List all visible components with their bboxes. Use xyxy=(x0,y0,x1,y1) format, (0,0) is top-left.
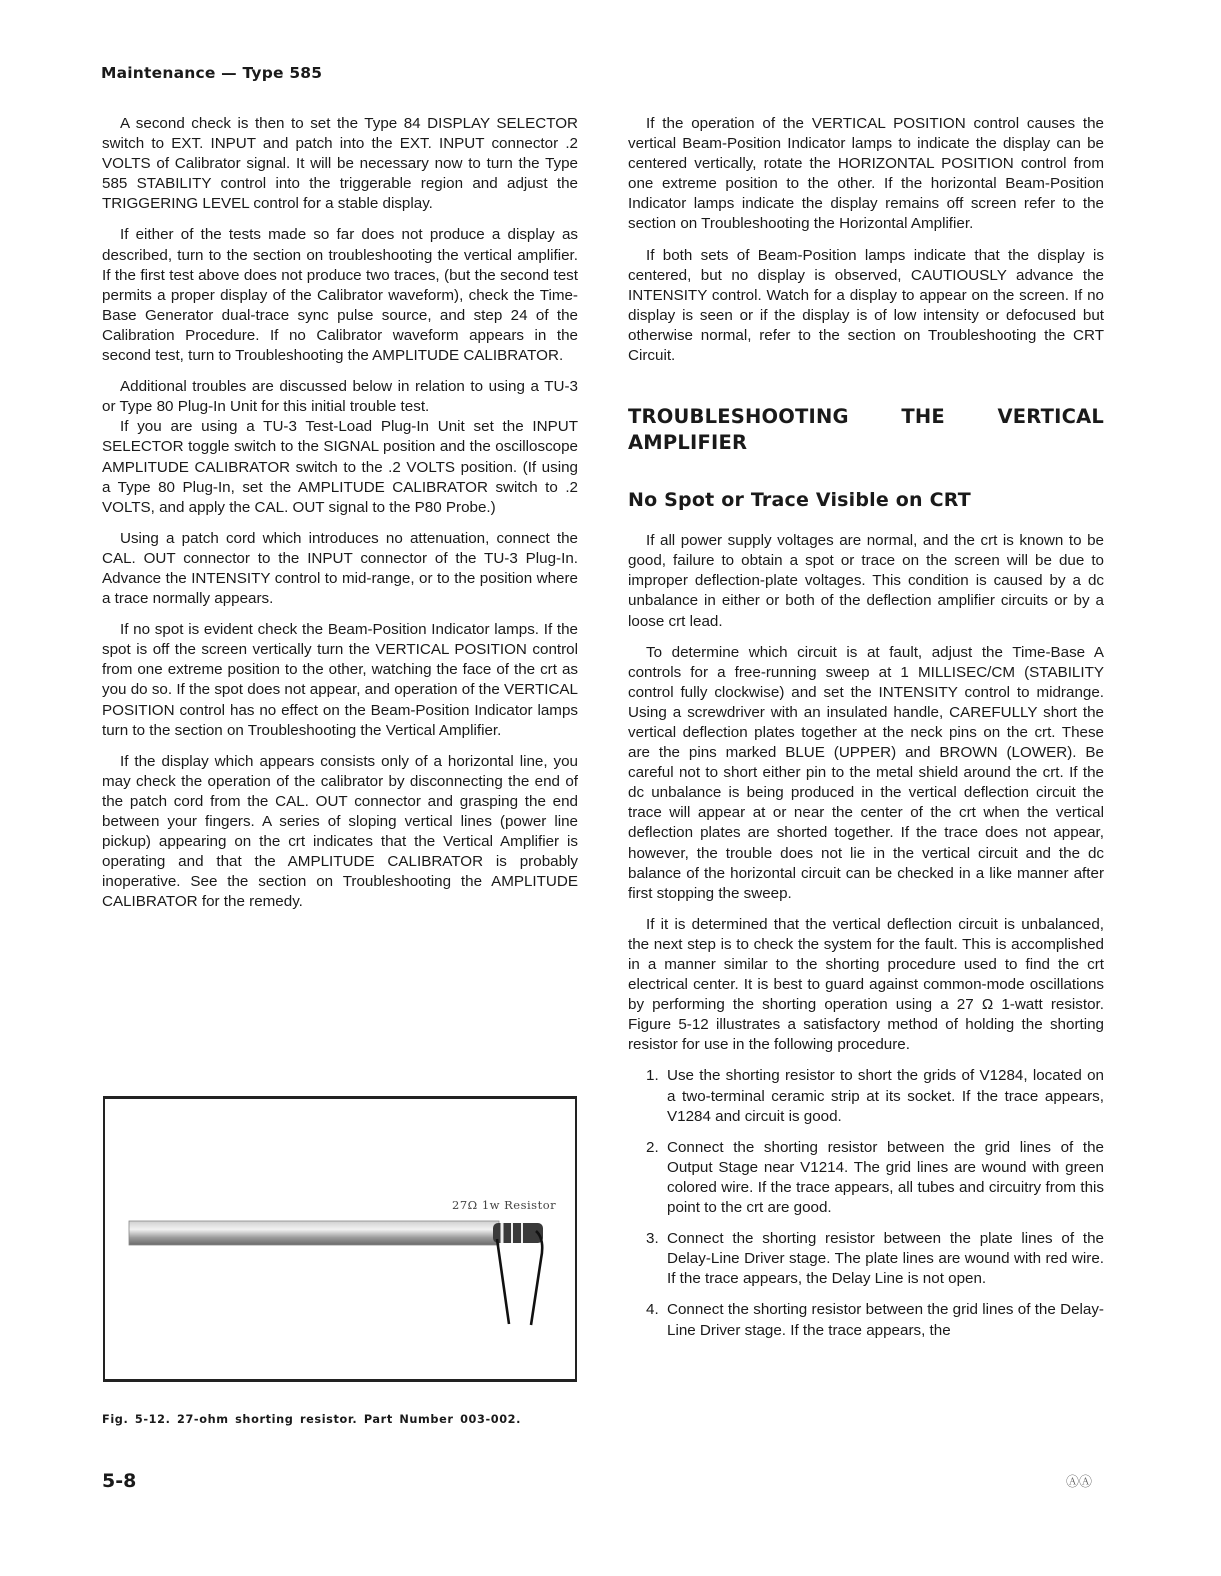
paragraph: If no spot is evident check the Beam-Position Indicator lamps. If the spot is off the screen vertically turn the VERTICAL POSITION control from one extreme position to the other, watching the face of the crt as you do so. If the spot does not appear, and operation of the VERTICAL POSITION control has no effect on the Beam-Position Indicator lamps turn to the section on Troubleshooting the Vertical Amplifier. xyxy=(102,621,578,739)
step-text: Connect the shorting resistor between the grid lines of the Delay-Line Driver stage. If the trace appears, the xyxy=(667,1301,1104,1339)
paragraph: Using a patch cord which introduces no attenuation, connect the CAL. OUT connector to the INPUT connector of the TU-3 Plug-In. Advance the INTENSITY control to mid-range, or to the position where a trace normally appears. xyxy=(102,529,578,608)
running-header: Maintenance — Type 585 xyxy=(101,64,323,82)
paragraph: Additional troubles are discussed below in relation to using a TU-3 or Type 80 Plug-In Unit for this initial trouble test. xyxy=(102,378,578,416)
step-number: 1. xyxy=(646,1067,659,1085)
paragraph: If the display which appears consists only of a horizontal line, you may check the operation of the calibrator by disconnecting the end of the patch cord from the CAL. OUT connector and grasping the end between your fingers. A series of sloping vertical lines (power line pickup) appearing on the crt indicates that the Vertical Amplifier is operating and that the AMPLITUDE CALIBRATOR is probably inoperative. See the section on Troubleshooting the AMPLITUDE CALIBRATOR for the remedy. xyxy=(102,752,578,911)
screwdriver-handle xyxy=(129,1221,499,1245)
left-column xyxy=(102,114,578,923)
right-column xyxy=(628,114,1104,1352)
publisher-mark: ⒶⒶ xyxy=(1066,1474,1093,1489)
paragraph: To determine which circuit is at fault, adjust the Time-Base A controls for a free-running sweep at 1 MILLISEC/CM (STABILITY control fully clockwise) and set the INTENSITY control to midrange. Using a screwdriver with an insulated handle, CAREFULLY short the vertical deflection plates together at the neck pins on the crt. These are the pins marked BLUE (UPPER) and BROWN (LOWER). Be careful not to short either pin to the metal shield around the crt. If the dc unbalance is being produced in the vertical deflection circuit the trace will appear at or near the center of the crt when the vertical deflection plates are shorted together. If the trace does not appear, however, the trouble does not lie in the vertical circuit and the dc balance of the horizontal circuit can be checked in a like manner after first stopping the sweep. xyxy=(628,643,1104,902)
figure-caption: Fig. 5-12. 27-ohm shorting resistor. Part Number 003-002. xyxy=(102,1413,522,1426)
paragraph: If all power supply voltages are normal, and the crt is known to be good, failure to obtain a spot or trace on the screen will be due to improper deflection-plate voltages. This condition is caused by a dc unbalance in either or both of the deflection amplifier circuits or by a loose crt lead. xyxy=(628,532,1104,630)
paragraph: If either of the tests made so far does not produce a display as described, turn to the section on troubleshooting the vertical amplifier. If the first test above does not produce two traces, (but the second test permits a proper display of the Calibrator waveform), check the Time-Base Generator dual-trace sync pulse source, and step 24 of the Calibration Procedure. If no Calibrator waveform appears in the second test, turn to Troubleshooting the AMPLITUDE CALIBRATOR. xyxy=(102,226,578,365)
resistor-illustration xyxy=(105,1099,575,1379)
step-text: Connect the shorting resistor between the grid lines of the Output Stage near V1214. The grid lines are wound with green colored wire. If the trace appears, all tubes and circuitry from this point to the crt are good. xyxy=(667,1138,1104,1217)
paragraph: If both sets of Beam-Position lamps indicate that the display is centered, but no display is observed, CAUTIOUSLY advance the INTENSITY control. Watch for a display to appear on the screen. If no display is seen or if the display is of low intensity or defocused but otherwise normal, refer to the section on Troubleshooting the CRT Circuit. xyxy=(628,246,1104,365)
page-number: 5-8 xyxy=(102,1470,137,1492)
step-number: 4. xyxy=(646,1301,659,1319)
paragraph: If it is determined that the vertical deflection circuit is unbalanced, the next step is to check the system for the fault. This is accomplished in a manner similar to the shorting procedure used to find the crt electrical center. It is best to guard against common-mode oscillations by performing the shorting operation using a 27 Ω 1-watt resistor. Figure 5-12 illustrates a satisfactory method of holding the shorting resistor for use in the following procedure. xyxy=(628,915,1104,1054)
list-item xyxy=(628,1229,1104,1289)
resistor-lead xyxy=(531,1231,542,1325)
procedure-steps xyxy=(628,1066,1104,1340)
step-text: Connect the shorting resistor between the plate lines of the Delay-Line Driver stage. The plate lines are wound with red wire. If the trace appears, the Delay Line is not open. xyxy=(667,1230,1104,1288)
paragraph: A second check is then to set the Type 84 DISPLAY SELECTOR switch to EXT. INPUT and patch into the EXT. INPUT connector .2 VOLTS of Calibrator signal. It will be necessary now to turn the Type 585 STABILITY control into the triggerable region and adjust the TRIGGERING LEVEL control for a stable display. xyxy=(102,115,578,213)
subheading: No Spot or Trace Visible on CRT xyxy=(628,489,971,512)
list-item xyxy=(628,1138,1104,1218)
paragraph: If you are using a TU-3 Test-Load Plug-In Unit set the INPUT SELECTOR toggle switch to the SIGNAL position and the oscilloscope AMPLITUDE CALIBRATOR switch to the .2 VOLTS position. (If using a Type 80 Plug-In, set the AMPLITUDE CALIBRATOR switch to .2 VOLTS, and apply the CAL. OUT signal to the P80 Probe.) xyxy=(102,418,578,516)
figure-resistor-photo xyxy=(103,1096,577,1382)
figure-label: 27Ω 1w Resistor xyxy=(452,1198,557,1212)
step-number: 3. xyxy=(646,1230,659,1248)
paragraph: If the operation of the VERTICAL POSITION control causes the vertical Beam-Position Indicator lamps to indicate the display can be centered vertically, rotate the HORIZONTAL POSITION control from one extreme position to the other. If the horizontal Beam-Position Indicator lamps indicate the display remains off screen refer to the section on Troubleshooting the Horizontal Amplifier. xyxy=(628,115,1104,233)
section-heading: TROUBLESHOOTING THE VERTICAL AMPLIFIER xyxy=(628,405,1104,455)
list-item xyxy=(628,1300,1104,1340)
step-text: Use the shorting resistor to short the grids of V1284, located on a two-terminal ceramic strip at its socket. If the trace appears, V1284 and circuit is good. xyxy=(667,1067,1104,1125)
list-item xyxy=(628,1066,1104,1126)
resistor-lead xyxy=(497,1239,509,1324)
step-number: 2. xyxy=(646,1138,659,1156)
